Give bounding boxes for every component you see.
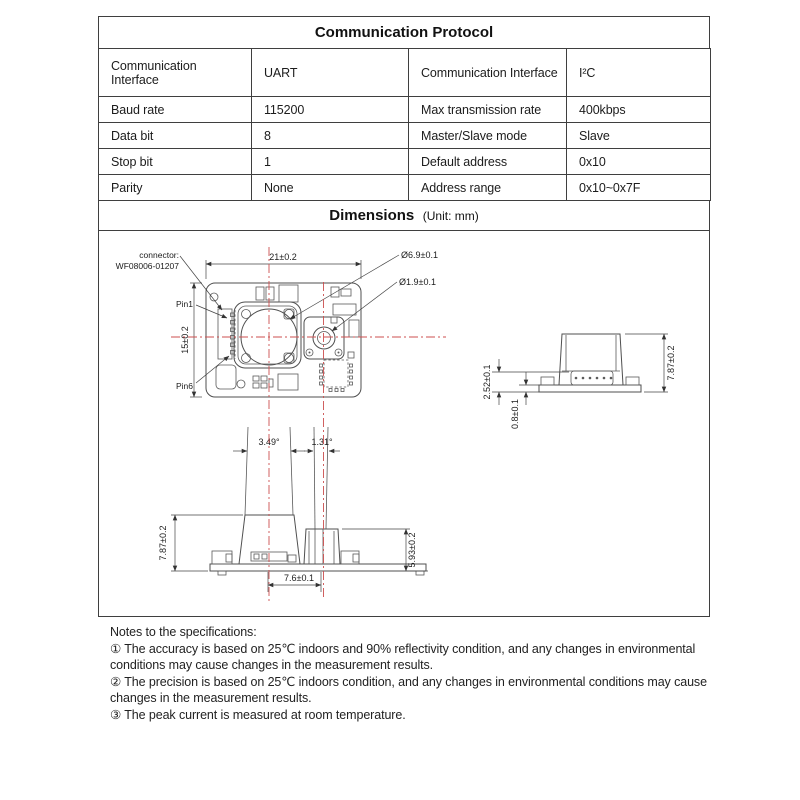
table-row	[99, 123, 711, 149]
table-cell: Data bit	[99, 123, 252, 149]
table-cell: UART	[252, 49, 409, 97]
table-cell: 8	[252, 123, 409, 149]
front-base-plate	[210, 564, 426, 571]
table-cell: 0x10~0x7F	[567, 175, 711, 201]
side-connector	[571, 371, 613, 385]
table-row	[99, 175, 711, 201]
notes-title: Notes to the specifications:	[110, 625, 257, 639]
table-cell: Master/Slave mode	[409, 123, 567, 149]
table-cell: Slave	[567, 123, 711, 149]
side-view-dimensions	[482, 334, 676, 429]
receiver-hole-circle	[313, 327, 335, 349]
side-base-plate	[539, 385, 641, 392]
protocol-table-title: Communication Protocol	[98, 16, 710, 49]
table-cell: 115200	[252, 97, 409, 123]
lens-diameter-label: Ø6.9±0.1	[401, 250, 438, 260]
main-lens-module	[234, 302, 301, 368]
technical-drawing	[99, 231, 709, 616]
pcb-top-view	[116, 250, 438, 397]
pcb-board-outline	[206, 283, 361, 397]
table-cell: Max transmission rate	[409, 97, 567, 123]
note-item-2: ② The precision is based on 25℃ indoors condition, and any changes in environmental conditions may cause changes in the measurement results.	[110, 674, 707, 705]
table-cell: 400kbps	[567, 97, 711, 123]
dimensions-unit-note: (Unit: mm)	[422, 209, 479, 223]
notes-section	[110, 624, 710, 723]
dimensions-section-title	[98, 200, 710, 231]
front-tx-housing	[239, 515, 300, 564]
table-cell: Communication Interface	[409, 49, 567, 97]
side-base-thickness-dim: 0.8±0.1	[510, 399, 520, 429]
front-total-height-dim: 7.87±0.2	[158, 525, 168, 561]
connector-label-line2: WF08006-01207	[115, 261, 179, 271]
table-cell: None	[252, 175, 409, 201]
side-connector-height-dim: 2.52±0.1	[482, 364, 492, 400]
table-cell: Baud rate	[99, 97, 252, 123]
rx-beam-angle-dim: 1.31°	[311, 437, 333, 447]
table-cell: Default address	[409, 149, 567, 175]
receiver-lens-module	[304, 317, 344, 359]
dimensions-drawing-box	[98, 230, 710, 617]
module-front-view	[158, 427, 428, 592]
board-width-dim: 21±0.2	[269, 252, 297, 262]
spec-document	[98, 16, 710, 617]
board-height-dim: 15±0.2	[180, 326, 190, 354]
tx-beam-angle-dim: 3.49°	[258, 437, 280, 447]
dimensions-title-text: Dimensions	[329, 207, 415, 224]
fpc-connector	[218, 309, 235, 359]
module-side-view	[482, 334, 676, 429]
note-item-1: ① The accuracy is based on 25℃ indoors and 90% reflectivity condition, and any changes in environmental conditions may cause changes in the measurement results.	[110, 641, 696, 672]
table-cell: Stop bit	[99, 149, 252, 175]
table-cell: I²C	[567, 49, 711, 97]
table-row	[99, 97, 711, 123]
side-total-height-dim: 7.87±0.2	[666, 345, 676, 381]
table-cell: 1	[252, 149, 409, 175]
pin1-label: Pin1	[176, 299, 194, 309]
qfn-chip	[320, 360, 353, 392]
hole-diameter-label: Ø1.9±0.1	[399, 277, 436, 287]
table-cell: Communication Interface	[99, 49, 252, 97]
note-item-3: ③ The peak current is measured at room temperature.	[110, 707, 406, 722]
table-cell: Parity	[99, 175, 252, 201]
lens-pitch-dim: 7.6±0.1	[284, 573, 314, 583]
rx-tower-height-dim: 5.93±0.2	[407, 532, 417, 568]
connector-label-line1: connector:	[139, 250, 179, 260]
table-row	[99, 149, 711, 175]
table-row	[99, 49, 711, 97]
table-cell: Address range	[409, 175, 567, 201]
protocol-table	[98, 48, 711, 201]
pin6-label: Pin6	[176, 381, 194, 391]
top-view-dimensions	[116, 250, 438, 397]
table-cell: 0x10	[567, 149, 711, 175]
